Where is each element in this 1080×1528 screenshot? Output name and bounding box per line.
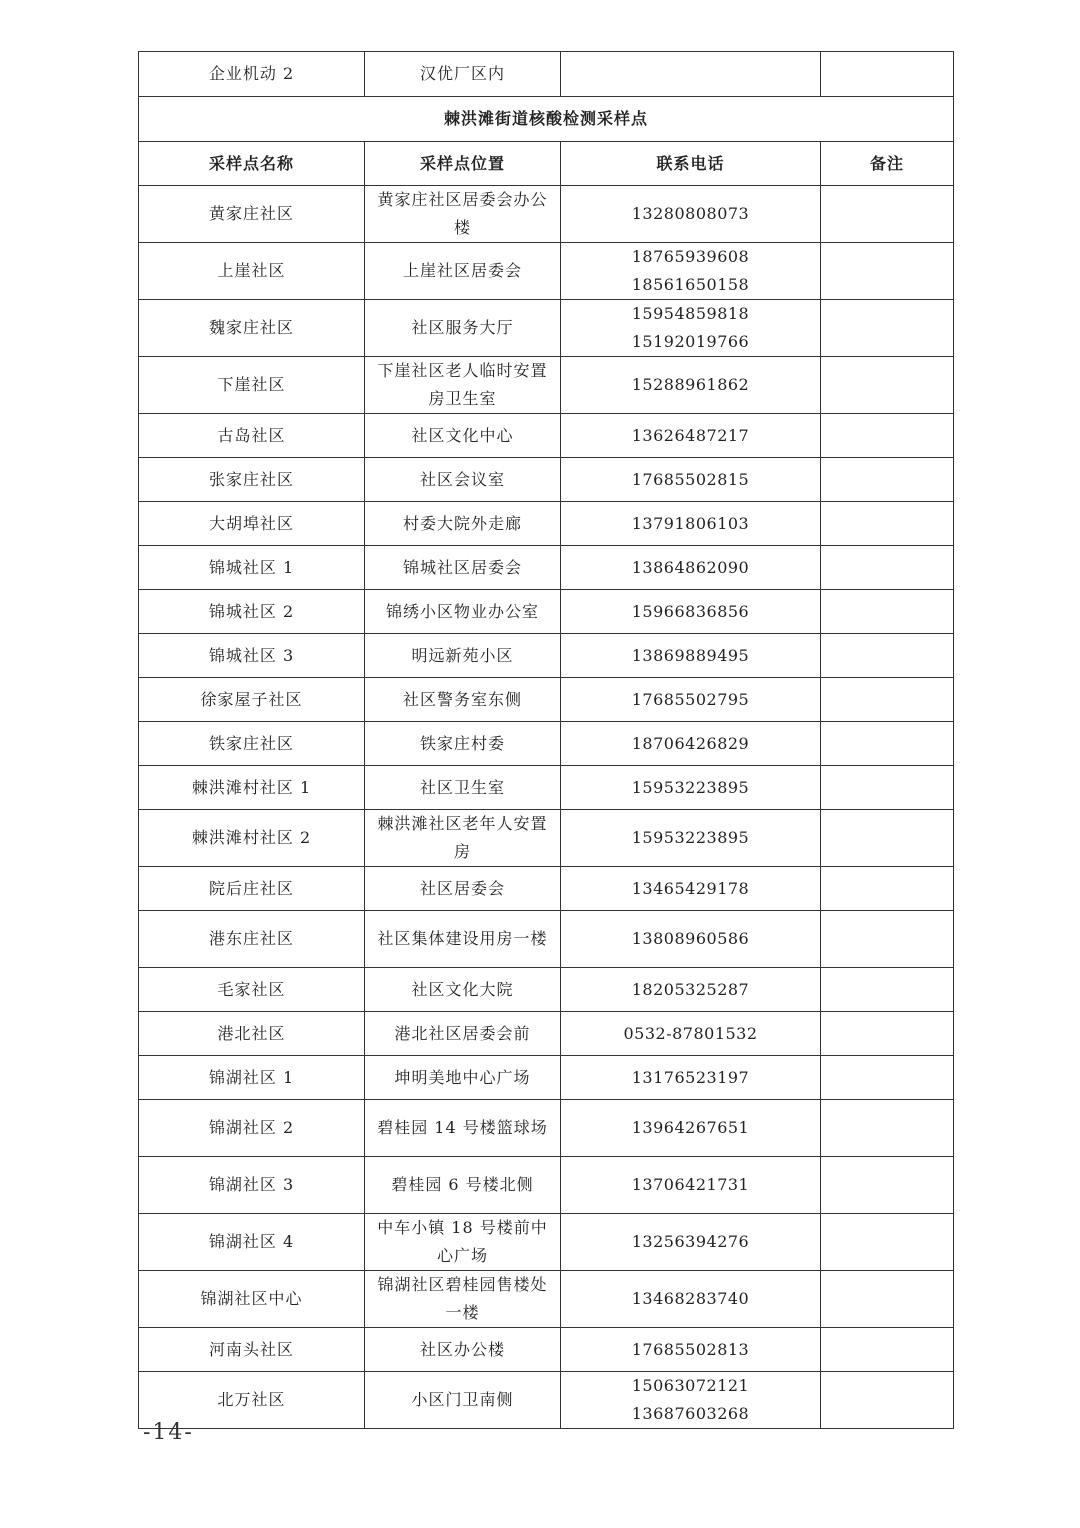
cell-phone [561, 1056, 821, 1100]
table-row [139, 357, 954, 414]
cell-phone [561, 243, 821, 300]
table-row [139, 1157, 954, 1214]
phone-number: 13791806103 [631, 513, 750, 533]
cell-phone [561, 1100, 821, 1157]
cell-name: 铁家庄社区 [139, 722, 365, 766]
cell-phone [561, 414, 821, 458]
cell-name: 黄家庄社区 [139, 186, 365, 243]
cell-location: 村委大院外走廊 [365, 502, 561, 546]
cell-name: 大胡埠社区 [139, 502, 365, 546]
cell-location: 社区卫生室 [365, 766, 561, 810]
cell-location: 锦湖社区碧桂园售楼处一楼 [365, 1271, 561, 1328]
cell-note [821, 810, 954, 867]
cell-note [821, 546, 954, 590]
cell-phone [561, 1012, 821, 1056]
cell-note [821, 722, 954, 766]
cell-location: 社区文化大院 [365, 968, 561, 1012]
cell-phone [561, 867, 821, 911]
table-row [139, 1012, 954, 1056]
phone-number: 13626487217 [631, 425, 750, 445]
table-row [139, 1056, 954, 1100]
cell-note [821, 766, 954, 810]
cell-location: 社区服务大厅 [365, 300, 561, 357]
cell-name: 北万社区 [139, 1372, 365, 1429]
cell-note [821, 1271, 954, 1328]
cell-note [821, 968, 954, 1012]
cell-location: 社区集体建设用房一楼 [365, 911, 561, 968]
cell-location: 锦绣小区物业办公室 [365, 590, 561, 634]
cell-name: 锦湖社区 1 [139, 1056, 365, 1100]
cell-location: 明远新苑小区 [365, 634, 561, 678]
cell-phone [561, 357, 821, 414]
cell-name: 港北社区 [139, 1012, 365, 1056]
table-row [139, 590, 954, 634]
phone-number: 0532-87801532 [623, 1023, 758, 1043]
cell-location: 中车小镇 18 号楼前中心广场 [365, 1214, 561, 1271]
cell-name: 徐家屋子社区 [139, 678, 365, 722]
sampling-points-table [138, 51, 954, 1429]
header-phone: 联系电话 [561, 142, 821, 186]
cell-note [821, 243, 954, 300]
phone-number: 15966836856 [631, 601, 750, 621]
cell-location: 社区警务室东侧 [365, 678, 561, 722]
cell-phone [561, 678, 821, 722]
cell-name: 锦湖社区 3 [139, 1157, 365, 1214]
cell-note [821, 1100, 954, 1157]
cell-location: 棘洪滩社区老年人安置房 [365, 810, 561, 867]
phone-number: 13465429178 [631, 878, 750, 898]
phone-number: 18706426829 [631, 733, 750, 753]
cell-name: 院后庄社区 [139, 867, 365, 911]
cell-phone [561, 458, 821, 502]
cell-note [821, 458, 954, 502]
cell-name: 港东庄社区 [139, 911, 365, 968]
cell-location: 汉优厂区内 [365, 52, 561, 97]
table-row [139, 810, 954, 867]
phone-number: 13706421731 [631, 1175, 750, 1194]
cell-name: 锦湖社区 2 [139, 1100, 365, 1157]
cell-phone [561, 52, 821, 97]
cell-note [821, 414, 954, 458]
phone-number: 13468283740 [631, 1289, 750, 1308]
cell-phone [561, 300, 821, 357]
cell-location: 坤明美地中心广场 [365, 1056, 561, 1100]
table-row [139, 766, 954, 810]
table-row [139, 1372, 954, 1429]
cell-note [821, 52, 954, 97]
phone-number: 13280808073 [631, 204, 750, 223]
table-row [139, 678, 954, 722]
cell-location: 下崖社区老人临时安置房卫生室 [365, 357, 561, 414]
cell-note [821, 1012, 954, 1056]
cell-name: 锦城社区 1 [139, 546, 365, 590]
header-location: 采样点位置 [365, 142, 561, 186]
cell-phone [561, 1214, 821, 1271]
table-row [139, 458, 954, 502]
cell-phone [561, 766, 821, 810]
cell-phone [561, 186, 821, 243]
table-row [139, 1328, 954, 1372]
cell-location: 小区门卫南侧 [365, 1372, 561, 1429]
phone-number: 17685502813 [631, 1339, 750, 1359]
cell-name: 张家庄社区 [139, 458, 365, 502]
phone-number: 13808960586 [631, 929, 750, 948]
header-row [139, 142, 954, 186]
phone-number: 13869889495 [631, 645, 750, 665]
cell-note [821, 590, 954, 634]
cell-name: 锦湖社区中心 [139, 1271, 365, 1328]
table-row [139, 968, 954, 1012]
cell-name: 锦湖社区 4 [139, 1214, 365, 1271]
cell-name: 棘洪滩村社区 1 [139, 766, 365, 810]
cell-phone [561, 1271, 821, 1328]
cell-phone [561, 810, 821, 867]
cell-location: 社区会议室 [365, 458, 561, 502]
phone-number: 15192019766 [631, 332, 750, 351]
cell-phone [561, 1372, 821, 1429]
cell-location: 黄家庄社区居委会办公楼 [365, 186, 561, 243]
phone-number: 15953223895 [631, 828, 750, 847]
cell-phone [561, 590, 821, 634]
cell-note [821, 1214, 954, 1271]
cell-phone [561, 722, 821, 766]
table-row [139, 546, 954, 590]
phone-number: 18765939608 [631, 247, 750, 266]
table-row [139, 243, 954, 300]
cell-name: 毛家社区 [139, 968, 365, 1012]
table-row [139, 867, 954, 911]
table-row [139, 186, 954, 243]
cell-location: 锦城社区居委会 [365, 546, 561, 590]
table-row [139, 1271, 954, 1328]
cell-location: 碧桂园 6 号楼北侧 [365, 1157, 561, 1214]
page-number: -14- [143, 1420, 194, 1445]
cell-phone [561, 1328, 821, 1372]
cell-phone [561, 911, 821, 968]
cell-name: 魏家庄社区 [139, 300, 365, 357]
table-row [139, 911, 954, 968]
cell-location: 社区居委会 [365, 867, 561, 911]
phone-number: 15288961862 [631, 375, 750, 394]
cell-location: 碧桂园 14 号楼篮球场 [365, 1100, 561, 1157]
cell-phone [561, 634, 821, 678]
cell-note [821, 357, 954, 414]
phone-number: 13687603268 [631, 1404, 750, 1423]
cell-phone [561, 546, 821, 590]
cell-note [821, 634, 954, 678]
phone-number: 18561650158 [631, 275, 750, 294]
phone-number: 18205325287 [631, 979, 750, 999]
table-row [139, 502, 954, 546]
table-body [139, 52, 954, 1429]
cell-location: 港北社区居委会前 [365, 1012, 561, 1056]
cell-phone [561, 502, 821, 546]
cell-name: 企业机动 2 [139, 52, 365, 97]
cell-note [821, 678, 954, 722]
cell-name: 棘洪滩村社区 2 [139, 810, 365, 867]
cell-note [821, 1328, 954, 1372]
cell-note [821, 1372, 954, 1429]
cell-note [821, 300, 954, 357]
phone-number: 13864862090 [631, 557, 750, 577]
table-row [139, 722, 954, 766]
cell-name: 上崖社区 [139, 243, 365, 300]
cell-name: 锦城社区 2 [139, 590, 365, 634]
phone-number: 15953223895 [631, 777, 750, 797]
phone-number: 13256394276 [631, 1232, 750, 1251]
cell-name: 河南头社区 [139, 1328, 365, 1372]
table-row-continued [139, 52, 954, 97]
cell-note [821, 867, 954, 911]
cell-location: 社区办公楼 [365, 1328, 561, 1372]
phone-number: 15954859818 [631, 304, 750, 323]
phone-number: 13964267651 [631, 1118, 750, 1137]
cell-note [821, 186, 954, 243]
phone-number: 13176523197 [631, 1067, 750, 1087]
cell-location: 社区文化中心 [365, 414, 561, 458]
table-row [139, 1214, 954, 1271]
cell-note [821, 911, 954, 968]
phone-number: 15063072121 [631, 1376, 750, 1395]
cell-note [821, 1157, 954, 1214]
cell-phone [561, 1157, 821, 1214]
header-note: 备注 [821, 142, 954, 186]
table-row [139, 414, 954, 458]
section-title-row [139, 97, 954, 142]
section-title: 棘洪滩街道核酸检测采样点 [139, 97, 954, 142]
header-name: 采样点名称 [139, 142, 365, 186]
cell-name: 下崖社区 [139, 357, 365, 414]
cell-name: 古岛社区 [139, 414, 365, 458]
cell-phone [561, 968, 821, 1012]
phone-number: 17685502815 [631, 469, 750, 489]
cell-name: 锦城社区 3 [139, 634, 365, 678]
phone-number: 17685502795 [631, 689, 750, 709]
table-row [139, 1100, 954, 1157]
cell-location: 上崖社区居委会 [365, 243, 561, 300]
cell-location: 铁家庄村委 [365, 722, 561, 766]
table-row [139, 300, 954, 357]
cell-note [821, 502, 954, 546]
table-row [139, 634, 954, 678]
cell-note [821, 1056, 954, 1100]
